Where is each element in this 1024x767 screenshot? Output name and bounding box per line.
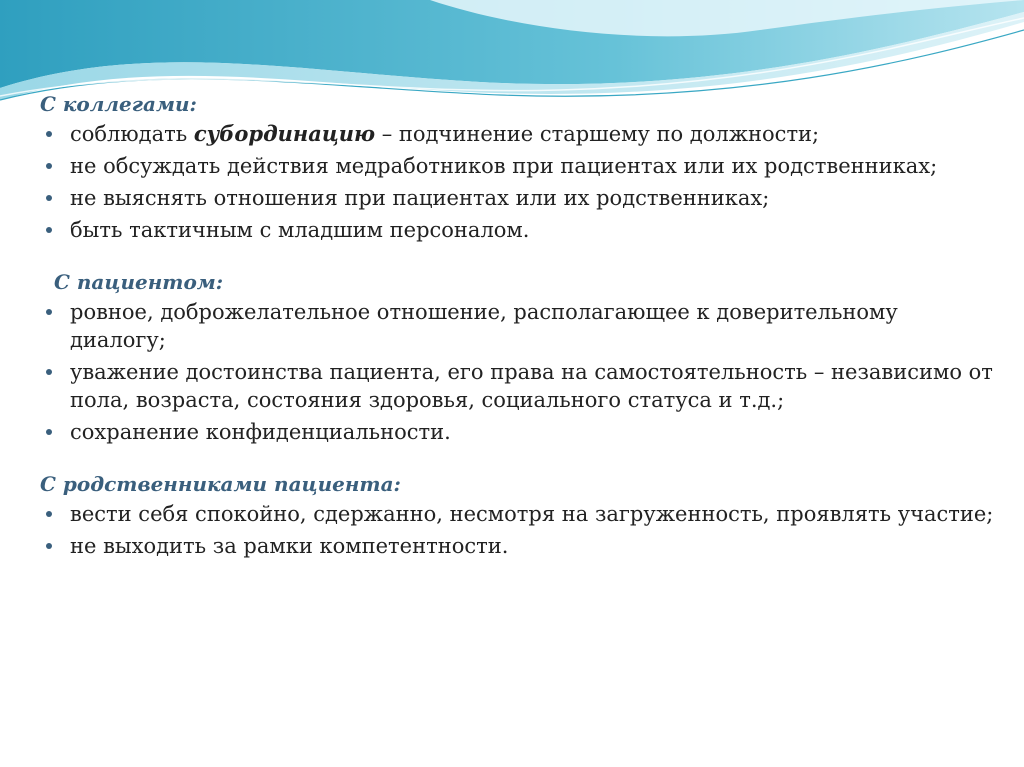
list-item [40,358,1000,414]
item-text: быть тактичным с младшим персоналом. [70,218,530,242]
item-emphasis: субординацию [193,121,376,146]
list-item [40,298,1000,354]
bullet-list [40,298,1000,446]
bullet-dot [46,511,52,517]
list-item [40,216,1000,244]
slide-content [40,88,1000,560]
list-item [40,152,1000,180]
section-colleagues [40,92,1000,244]
item-text: вести себя спокойно, сдержанно, несмотря на загруженность, проявлять участие; [70,502,994,526]
list-item [40,120,1000,148]
item-text-after: – подчинение старшему по должности; [375,122,820,146]
item-text: ровное, доброжелательное отношение, располагающее к доверительному диалогу; [70,300,898,352]
section-heading: С пациентом: [54,270,224,294]
bullet-dot [46,369,52,375]
list-item [40,532,1000,560]
bullet-dot [46,227,52,233]
item-text: не обсуждать действия медработников при пациентах или их родственниках; [70,154,938,178]
list-item [40,184,1000,212]
bullet-dot [46,163,52,169]
bullet-dot [46,309,52,315]
section-relatives [40,472,1000,560]
item-text: уважение достоинства пациента, его права на самостоятельность – независимо от пола, возраста, состояния здоровья, социального статуса и т.д.; [70,360,993,412]
item-text: сохранение конфиденциальности. [70,420,451,444]
bullet-dot [46,543,52,549]
item-text: соблюдать [70,122,194,146]
section-patient [40,270,1000,446]
item-text: не выяснять отношения при пациентах или их родственниках; [70,186,770,210]
bullet-dot [46,195,52,201]
bullet-list [40,500,1000,560]
list-item [40,418,1000,446]
section-heading: С коллегами: [40,92,197,116]
bullet-list [40,120,1000,244]
bullet-dot [46,429,52,435]
bullet-dot [46,131,52,137]
list-item [40,500,1000,528]
item-text: не выходить за рамки компетентности. [70,534,509,558]
section-heading: С родственниками пациента: [40,472,401,496]
